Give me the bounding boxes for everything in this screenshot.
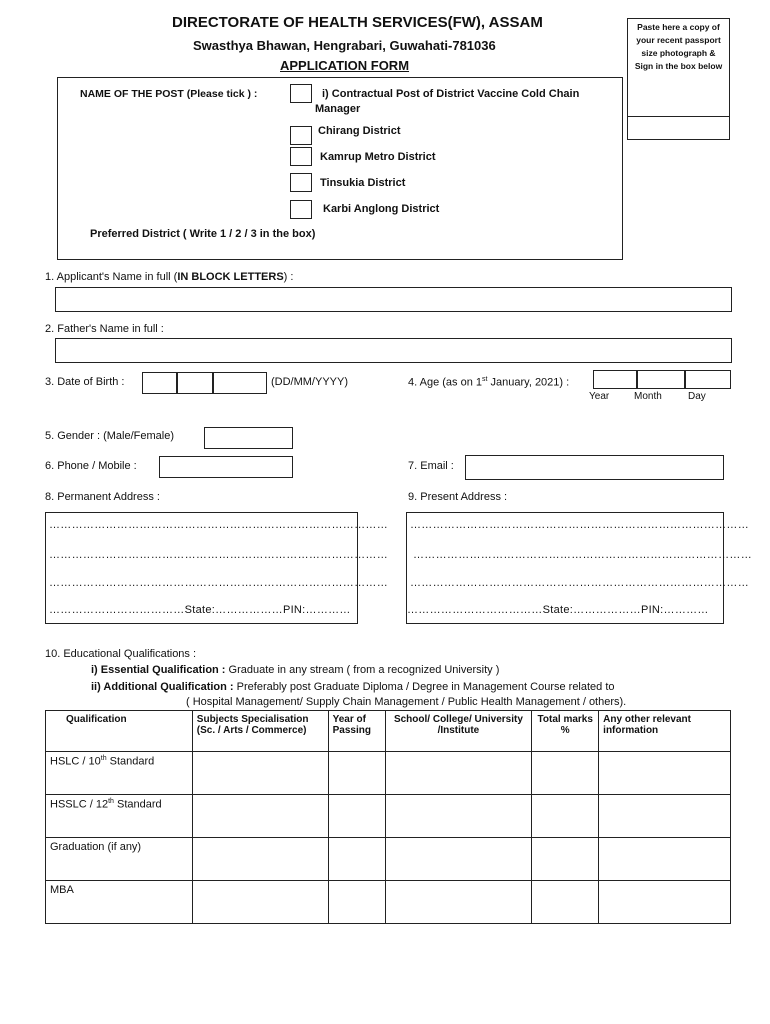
table-row	[46, 752, 731, 795]
perm-address-line-1: ………………………………………………………………………………	[49, 519, 388, 531]
department-title: DIRECTORATE OF HEALTH SERVICES(FW), ASSAM	[172, 14, 543, 31]
qualification-mba	[46, 881, 193, 924]
dob-month-field[interactable]	[177, 372, 213, 394]
cell-input[interactable]	[192, 795, 328, 838]
post-name-line1: i) Contractual Post of District Vaccine Cold Chain	[322, 88, 580, 100]
cell-input[interactable]	[532, 838, 599, 881]
email-label: 7. Email :	[408, 460, 454, 472]
cell-input[interactable]	[328, 838, 385, 881]
qualification-hslc-sup: th	[100, 755, 107, 762]
qualification-hsslc-sup: th	[108, 798, 114, 805]
col-marks: Total marks %	[532, 711, 599, 752]
cell-input[interactable]	[599, 838, 731, 881]
dob-year-field[interactable]	[213, 372, 267, 394]
permanent-address-label: 8. Permanent Address :	[45, 491, 160, 503]
dob-label: 3. Date of Birth :	[45, 376, 125, 388]
present-address-label: 9. Present Address :	[408, 491, 508, 503]
col-subjects: Subjects Specialisation (Sc. / Arts / Commerce)	[192, 711, 328, 752]
post-tick-box[interactable]	[290, 84, 312, 103]
age-day-caption: Day	[688, 391, 706, 402]
col-other-info: Any other relevant information	[599, 711, 731, 752]
col-qualification: Qualification	[46, 711, 193, 752]
present-address-line-3: ………………………………………………………………………………	[410, 577, 749, 589]
dob-day-field[interactable]	[142, 372, 177, 394]
age-label-post: January, 2021) :	[487, 376, 570, 389]
cell-input[interactable]	[192, 881, 328, 924]
applicant-name-label-bold: IN BLOCK LETTERS	[177, 271, 284, 283]
email-field[interactable]	[465, 455, 724, 480]
additional-qualification-label: ii) Additional Qualification :	[91, 681, 234, 693]
preferred-district-label: Preferred District ( Write 1 / 2 / 3 in the box)	[90, 228, 316, 240]
cell-input[interactable]	[192, 752, 328, 795]
present-address-line-2: ………………………………………………………………………………	[413, 549, 752, 561]
qualification-hslc-text: HSLC / 10	[50, 755, 101, 768]
district-label-karbi: Karbi Anglong District	[323, 203, 440, 215]
col-year: Year of Passing	[328, 711, 385, 752]
age-month-caption: Month	[634, 391, 662, 402]
age-label-sup: st	[482, 376, 488, 383]
gender-label: 5. Gender : (Male/Female)	[45, 430, 174, 442]
additional-qualification-text: Preferably post Graduate Diploma / Degree in Management Course related to	[233, 681, 615, 693]
age-label	[408, 376, 569, 389]
essential-qualification-label: i) Essential Qualification :	[91, 664, 226, 676]
cell-input[interactable]	[532, 881, 599, 924]
essential-qualification-text: Graduate in any stream ( from a recognized University )	[225, 664, 500, 676]
present-address-state-pin: ………………………………State:………………PIN:…………	[407, 604, 709, 616]
post-name-line2: Manager	[315, 103, 361, 115]
phone-field[interactable]	[159, 456, 293, 478]
additional-qualification	[91, 681, 615, 693]
qualification-graduation-text: Graduation (if any)	[50, 841, 142, 853]
post-label: NAME OF THE POST (Please tick ) :	[80, 88, 258, 100]
father-name-field[interactable]	[55, 338, 732, 363]
cell-input[interactable]	[599, 881, 731, 924]
qualification-hslc-suffix: Standard	[106, 755, 155, 768]
phone-label: 6. Phone / Mobile :	[45, 460, 137, 472]
photo-sign-divider	[628, 116, 729, 117]
gender-field[interactable]	[204, 427, 293, 449]
applicant-name-label-pre: 1. Applicant's Name in full (	[45, 271, 178, 283]
table-row	[46, 795, 731, 838]
age-label-pre: 4. Age (as on 1	[408, 376, 482, 389]
district-checkbox-kamrup[interactable]	[290, 147, 312, 166]
cell-input[interactable]	[328, 752, 385, 795]
perm-address-state-pin: ………………………………State:………………PIN:…………	[49, 604, 351, 616]
department-address: Swasthya Bhawan, Hengrabari, Guwahati-781036	[193, 38, 496, 53]
qualification-hsslc-text: HSSLC / 12	[50, 798, 109, 811]
cell-input[interactable]	[532, 752, 599, 795]
cell-input[interactable]	[599, 795, 731, 838]
qualification-hsslc	[46, 795, 193, 838]
form-title: APPLICATION FORM	[280, 58, 410, 73]
age-year-field[interactable]	[593, 370, 637, 389]
district-label-tinsukia: Tinsukia District	[320, 177, 406, 189]
col-institute: School/ College/ University /Institute	[385, 711, 532, 752]
applicant-name-field[interactable]	[55, 287, 732, 312]
district-checkbox-chirang[interactable]	[290, 126, 312, 145]
cell-input[interactable]	[328, 795, 385, 838]
district-label-chirang: Chirang District	[318, 125, 401, 137]
essential-qualification	[91, 664, 499, 676]
education-table	[45, 710, 731, 924]
dob-format-hint: (DD/MM/YYYY)	[271, 376, 348, 388]
education-heading: 10. Educational Qualifications :	[45, 648, 197, 660]
education-table-header	[46, 711, 731, 752]
age-year-caption: Year	[589, 391, 610, 402]
perm-address-line-3: ………………………………………………………………………………	[49, 577, 388, 589]
district-checkbox-karbi[interactable]	[290, 200, 312, 219]
age-day-field[interactable]	[685, 370, 731, 389]
applicant-name-label	[45, 271, 293, 283]
present-address-line-1: ………………………………………………………………………………	[410, 519, 749, 531]
cell-input[interactable]	[532, 795, 599, 838]
cell-input[interactable]	[328, 881, 385, 924]
photo-box[interactable]	[627, 18, 730, 140]
cell-input[interactable]	[385, 881, 532, 924]
cell-input[interactable]	[599, 752, 731, 795]
qualification-graduation	[46, 838, 193, 881]
photo-instruction: Paste here a copy of your recent passport size photograph & Sign in the box below	[634, 22, 723, 71]
cell-input[interactable]	[385, 838, 532, 881]
district-checkbox-tinsukia[interactable]	[290, 173, 312, 192]
table-row	[46, 881, 731, 924]
cell-input[interactable]	[192, 838, 328, 881]
cell-input[interactable]	[385, 795, 532, 838]
table-row	[46, 838, 731, 881]
district-label-kamrup: Kamrup Metro District	[320, 151, 436, 163]
qualification-mba-text: MBA	[50, 884, 74, 896]
permanent-address-field[interactable]	[45, 512, 388, 624]
father-name-label: 2. Father's Name in full :	[45, 323, 164, 335]
qualification-hsslc-suffix: Standard	[113, 798, 162, 811]
cell-input[interactable]	[385, 752, 532, 795]
applicant-name-label-post: ) :	[283, 271, 294, 283]
additional-qualification-text2: ( Hospital Management/ Supply Chain Management / Public Health Management / others).	[186, 696, 627, 708]
age-month-field[interactable]	[637, 370, 685, 389]
present-address-field[interactable]	[406, 512, 752, 624]
perm-address-line-2: ………………………………………………………………………………	[49, 549, 388, 561]
qualification-hslc	[46, 752, 193, 795]
